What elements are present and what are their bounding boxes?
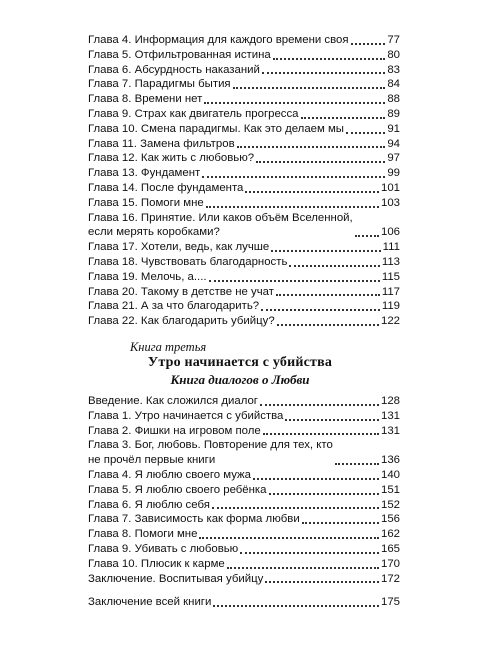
toc-entry-page: 89: [387, 107, 400, 120]
toc-entry: [88, 299, 400, 314]
toc-entry-title: Глава 4. Информация для каждого времени своя: [88, 34, 349, 46]
toc-entry-page: 165: [380, 542, 400, 555]
toc-entry: [88, 196, 400, 211]
toc-entry-title: Глава 5. Я люблю своего ребёнка: [88, 483, 267, 496]
toc-entry: [88, 77, 400, 92]
toc-entry-title: Введение. Как сложился диалог: [88, 395, 258, 407]
dot-leader: [204, 102, 385, 104]
dot-leader: [351, 43, 386, 45]
toc-entry-title: Глава 8. Времени нет: [88, 93, 203, 106]
toc-entry: [88, 557, 400, 572]
toc-entry-page: 91: [387, 122, 400, 135]
toc-entry: [88, 498, 400, 513]
dot-leader: [263, 433, 379, 435]
toc-entry: [88, 483, 400, 498]
dot-leader: [202, 176, 385, 178]
toc-entry-title: Заключение всей книги: [88, 596, 212, 608]
toc-entry-title: Глава 7. Парадигмы бытия: [88, 78, 231, 91]
dot-leader: [240, 552, 379, 554]
dot-leader: [212, 507, 379, 509]
toc-entry-title: Глава 13. Фундамент: [88, 167, 201, 180]
toc-entry-title: Глава 9. Страх как двигатель прогресса: [88, 107, 299, 120]
toc-entry: [88, 424, 400, 439]
toc-entry-title: Глава 5. Отфильтрованная истина: [88, 48, 271, 61]
toc-entry: [88, 270, 400, 285]
dot-leader: [227, 567, 379, 569]
toc-entry-title: Глава 10. Плюсик к карме: [88, 557, 225, 570]
dot-leader: [285, 419, 379, 421]
dot-leader: [233, 87, 386, 89]
dot-leader: [237, 146, 386, 148]
toc-entry-page: 136: [380, 454, 400, 467]
toc-entry-title: Глава 8. Помоги мне: [88, 528, 198, 541]
toc-entry: [88, 137, 400, 152]
dot-leader: [253, 478, 379, 480]
toc-list-book3: [88, 394, 400, 586]
toc-entry-title: Глава 18. Чувствовать благодарность: [88, 255, 288, 268]
toc-entry: [88, 595, 400, 610]
toc-entry-title: Глава 3. Бог, любовь. Повторение для тех, кто не прочёл первые книги: [88, 439, 333, 467]
toc-entry: [88, 572, 400, 587]
toc-entry-page: 99: [387, 167, 400, 180]
toc-entry: [88, 314, 400, 329]
toc-entry-title: Глава 11. Замена фильтров: [88, 137, 235, 150]
toc-entry-page: 88: [387, 93, 400, 106]
toc-entry: [88, 107, 400, 122]
book-number-label: Книга третья: [130, 340, 207, 354]
toc-entry-title: Заключение. Воспитывая убийцу: [88, 572, 264, 585]
toc-entry: [88, 527, 400, 542]
toc-entry-page: 113: [381, 255, 400, 268]
toc-entry: [88, 33, 400, 48]
toc-entry-title: Глава 20. Такому в детстве не учат: [88, 285, 274, 298]
toc-entry-page: 128: [380, 395, 400, 407]
toc-entry-page: 122: [380, 315, 400, 328]
toc-entry: [88, 211, 400, 241]
dot-leader: [271, 250, 380, 252]
toc-entry: [88, 255, 400, 270]
dot-leader: [276, 294, 380, 296]
dot-leader: [273, 58, 386, 60]
toc-entry: [88, 438, 400, 468]
toc-entry-title: Глава 6. Я люблю себя: [88, 498, 210, 511]
toc-entry-title: Глава 2. Фишки на игровом поле: [88, 424, 261, 437]
toc-entry-title: Глава 22. Как благодарить убийцу?: [88, 315, 275, 328]
toc-entry-page: 156: [380, 513, 400, 526]
dot-leader: [265, 581, 379, 583]
dot-leader: [260, 404, 379, 406]
toc-list-book2: [88, 33, 400, 329]
toc-entry: [88, 394, 400, 409]
toc-entry: [88, 166, 400, 181]
toc-entry-page: 94: [387, 137, 400, 150]
toc-entry-page: 77: [387, 34, 400, 46]
toc-entry: [88, 285, 400, 300]
toc-entry: [88, 122, 400, 137]
toc-list-final: [88, 595, 400, 610]
toc-entry: [88, 409, 400, 424]
toc-entry-title: Глава 17. Хотели, ведь, как лучше: [88, 241, 270, 254]
toc-entry-title: Глава 21. А за что благодарить?: [88, 300, 260, 313]
toc-entry-page: 175: [380, 596, 400, 608]
dot-leader: [335, 463, 379, 465]
toc-entry: [88, 181, 400, 196]
toc-entry-title: Глава 6. Абсурдность наказаний: [88, 63, 260, 76]
toc-entry: [88, 468, 400, 483]
book-subtitle: Книга диалогов о Любви: [170, 372, 310, 387]
toc-entry-page: 97: [387, 152, 400, 165]
dot-leader: [199, 537, 379, 539]
toc-entry-title: Глава 10. Смена парадигмы. Как это делаем мы: [88, 122, 344, 135]
dot-leader: [302, 522, 379, 524]
dot-leader: [277, 324, 379, 326]
toc-entry-title: Глава 7. Зависимость как форма любви: [88, 513, 300, 526]
dot-leader: [261, 309, 380, 311]
toc-entry-page: 103: [380, 196, 400, 209]
toc-entry: [88, 151, 400, 166]
toc-entry-page: 152: [380, 498, 400, 511]
toc-entry: [88, 63, 400, 78]
toc-entry-page: 170: [380, 557, 400, 570]
toc-entry: [88, 92, 400, 107]
toc-entry: [88, 240, 400, 255]
toc-entry-page: 119: [381, 300, 400, 313]
toc-entry-page: 117: [381, 285, 400, 298]
dot-leader: [213, 605, 379, 607]
toc-entry-title: Глава 16. Принятие. Или каков объём Вселенной, если мерять коробками?: [88, 211, 353, 239]
dot-leader: [206, 206, 379, 208]
toc-entry-title: Глава 15. Помоги мне: [88, 196, 204, 209]
toc-entry: [88, 512, 400, 527]
toc-entry-page: 111: [382, 241, 400, 254]
toc-entry-page: 84: [387, 78, 400, 91]
dot-leader: [209, 280, 380, 282]
dot-leader: [269, 493, 379, 495]
toc-entry-page: 115: [381, 270, 400, 283]
dot-leader: [245, 191, 379, 193]
toc-entry-page: 162: [380, 528, 400, 541]
toc-entry: [88, 48, 400, 63]
toc-entry-page: 101: [380, 181, 400, 194]
dot-leader: [256, 161, 385, 163]
dot-leader: [301, 117, 386, 119]
toc-entry-title: Глава 4. Я люблю своего мужа: [88, 468, 251, 481]
book-title: Утро начинается с убийства: [147, 355, 333, 370]
toc-entry-title: Глава 19. Мелочь, а....: [88, 270, 207, 283]
toc-entry-page: 131: [380, 409, 400, 422]
toc-entry-page: 140: [380, 468, 400, 481]
dot-leader: [289, 265, 379, 267]
toc-entry-page: 83: [387, 63, 400, 76]
toc-entry-page: 172: [380, 572, 400, 585]
dot-leader: [262, 72, 385, 74]
toc-entry-title: Глава 14. После фундамента: [88, 181, 244, 194]
dot-leader: [355, 235, 379, 237]
toc-entry-page: 106: [380, 226, 400, 239]
dot-leader: [346, 132, 385, 134]
toc-entry-page: 131: [380, 424, 400, 437]
toc-entry: [88, 542, 400, 557]
toc-entry-title: Глава 1. Утро начинается с убийства: [88, 409, 284, 422]
toc-entry-page: 151: [380, 483, 400, 496]
toc-entry-title: Глава 9. Убивать с любовью: [88, 542, 239, 555]
toc-entry-page: 80: [387, 48, 400, 61]
toc-entry-title: Глава 12. Как жить с любовью?: [88, 152, 255, 165]
